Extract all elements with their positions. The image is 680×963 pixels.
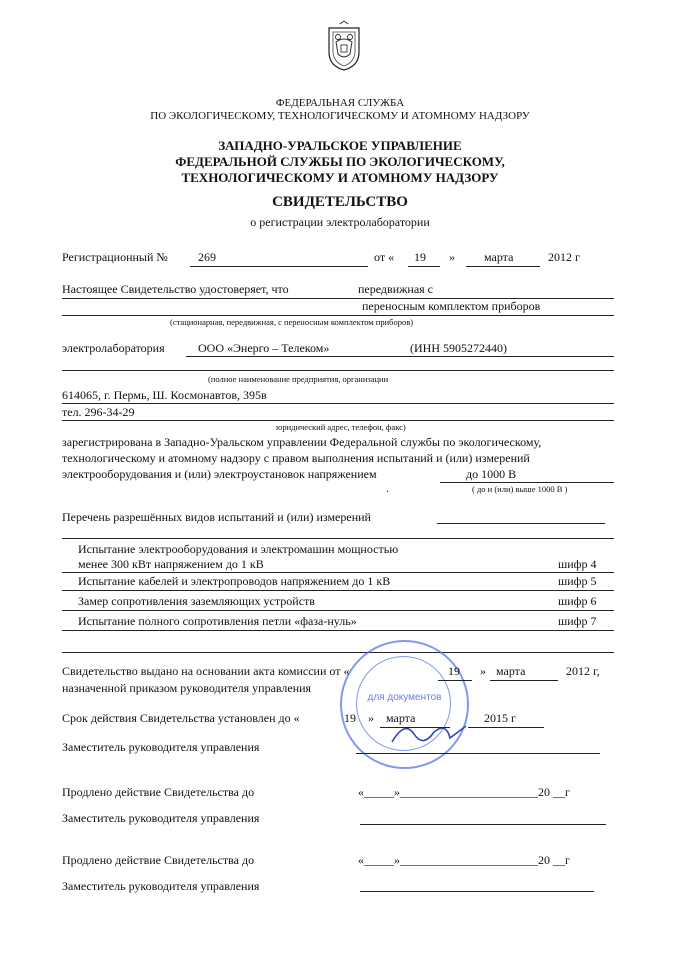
agency-name-line1: ФЕДЕРАЛЬНАЯ СЛУЖБА — [275, 97, 405, 109]
test-item-3: Замер сопротивления заземляющих устройств — [78, 594, 315, 608]
registration-month: марта — [484, 250, 514, 264]
issued-quote: » — [480, 664, 486, 678]
document-title: СВИДЕТЕЛЬСТВО — [272, 194, 408, 210]
test-item-4-code: шифр 7 — [558, 614, 597, 628]
agency-name-line2: ПО ЭКОЛОГИЧЕСКОМУ, ТЕХНОЛОГИЧЕСКОМУ И АТОМНОМУ НАДЗОРУ — [150, 110, 530, 122]
coat-of-arms-emblem — [324, 20, 364, 77]
registration-day: 19 — [414, 250, 426, 264]
validity-label: Срок действия Свидетельства установлен до « — [62, 711, 300, 725]
validity-quote: » — [368, 711, 374, 725]
extension-2-label: Продлено действие Свидетельства до — [62, 853, 255, 867]
document-subtitle: о регистрации электролаборатории — [250, 215, 430, 229]
extension-1-label: Продлено действие Свидетельства до — [62, 785, 255, 799]
registration-from-label: от « — [374, 250, 395, 264]
lab-name-hint: (полное наименование предприятия, организации — [208, 374, 389, 384]
registered-line3: электрооборудования и (или) электроустановок напряжением — [62, 467, 377, 481]
registration-number: 269 — [198, 250, 216, 264]
validity-deputy-label: Заместитель руководителя управления — [62, 740, 260, 754]
registration-quote: » — [449, 250, 455, 264]
lab-type-line1: передвижная с — [358, 282, 433, 296]
test-item-1-code: шифр 4 — [558, 557, 597, 571]
voltage-value: до 1000 В — [466, 467, 517, 481]
issued-day: 19 — [448, 664, 460, 678]
test-item-1-line2: менее 300 кВт напряжением до 1 кВ — [78, 557, 264, 571]
issued-line2: назначенной приказом руководителя управления — [62, 681, 312, 695]
lab-label: электролаборатория — [62, 341, 165, 355]
department-line1: ЗАПАДНО-УРАЛЬСКОЕ УПРАВЛЕНИЕ — [218, 138, 462, 153]
test-item-2-code: шифр 5 — [558, 574, 597, 588]
validity-year: 2015 г — [484, 711, 516, 725]
registered-line1: зарегистрирована в Западно-Уральском управлении Федеральной службы по экологическому, — [62, 435, 542, 449]
issued-line1: Свидетельство выдано на основании акта комиссии от « — [62, 664, 350, 678]
lab-address: 614065, г. Пермь, Ш. Космонавтов, 395в — [62, 388, 267, 402]
test-item-1-line1: Испытание электрооборудования и электромашин мощностью — [78, 542, 399, 556]
validity-day: 19 — [344, 711, 356, 725]
extension-1-date: «_____»_______________________20 __г — [358, 785, 570, 799]
lab-type-hint: (стационарная, передвижная, с переносным комплектом приборов) — [170, 317, 414, 327]
extension-2-date: «_____»_______________________20 __г — [358, 853, 570, 867]
tests-heading: Перечень разрешённых видов испытаний и (или) измерений — [62, 510, 371, 524]
registration-year: 2012 г — [548, 250, 580, 264]
test-item-2: Испытание кабелей и электропроводов напряжением до 1 кВ — [78, 574, 391, 588]
voltage-hint: ( до и (или) выше 1000 В ) — [472, 484, 568, 494]
lab-type-line2: переносным комплектом приборов — [362, 299, 541, 313]
extension-1-deputy-label: Заместитель руководителя управления — [62, 811, 260, 825]
department-line2: ФЕДЕРАЛЬНОЙ СЛУЖБЫ ПО ЭКОЛОГИЧЕСКОМУ, — [175, 154, 505, 169]
registered-dot: . — [386, 481, 389, 495]
department-line3: ТЕХНОЛОГИЧЕСКОМУ И АТОМНОМУ НАДЗОРУ — [181, 170, 499, 185]
organization-seal-stamp: для документов — [340, 640, 469, 769]
extension-2-deputy-label: Заместитель руководителя управления — [62, 879, 260, 893]
lab-inn: (ИНН 5905272440) — [410, 341, 507, 355]
test-item-4: Испытание полного сопротивления петли «фаза-нуль» — [78, 614, 357, 628]
lab-phone: тел. 296-34-29 — [62, 405, 135, 419]
lab-address-hint: юридический адрес, телефон, факс) — [276, 422, 406, 432]
registered-line2: технологическому и атомному надзору с правом выполнения испытаний и (или) измерений — [62, 451, 530, 465]
test-item-3-code: шифр 6 — [558, 594, 597, 608]
issued-year: 2012 г, — [566, 664, 600, 678]
certifies-text: Настоящее Свидетельство удостоверяет, что — [62, 282, 289, 296]
registration-label: Регистрационный № — [62, 250, 168, 264]
issued-month: марта — [496, 664, 526, 678]
lab-org-name: ООО «Энерго – Телеком» — [198, 341, 330, 355]
validity-month: марта — [386, 711, 416, 725]
